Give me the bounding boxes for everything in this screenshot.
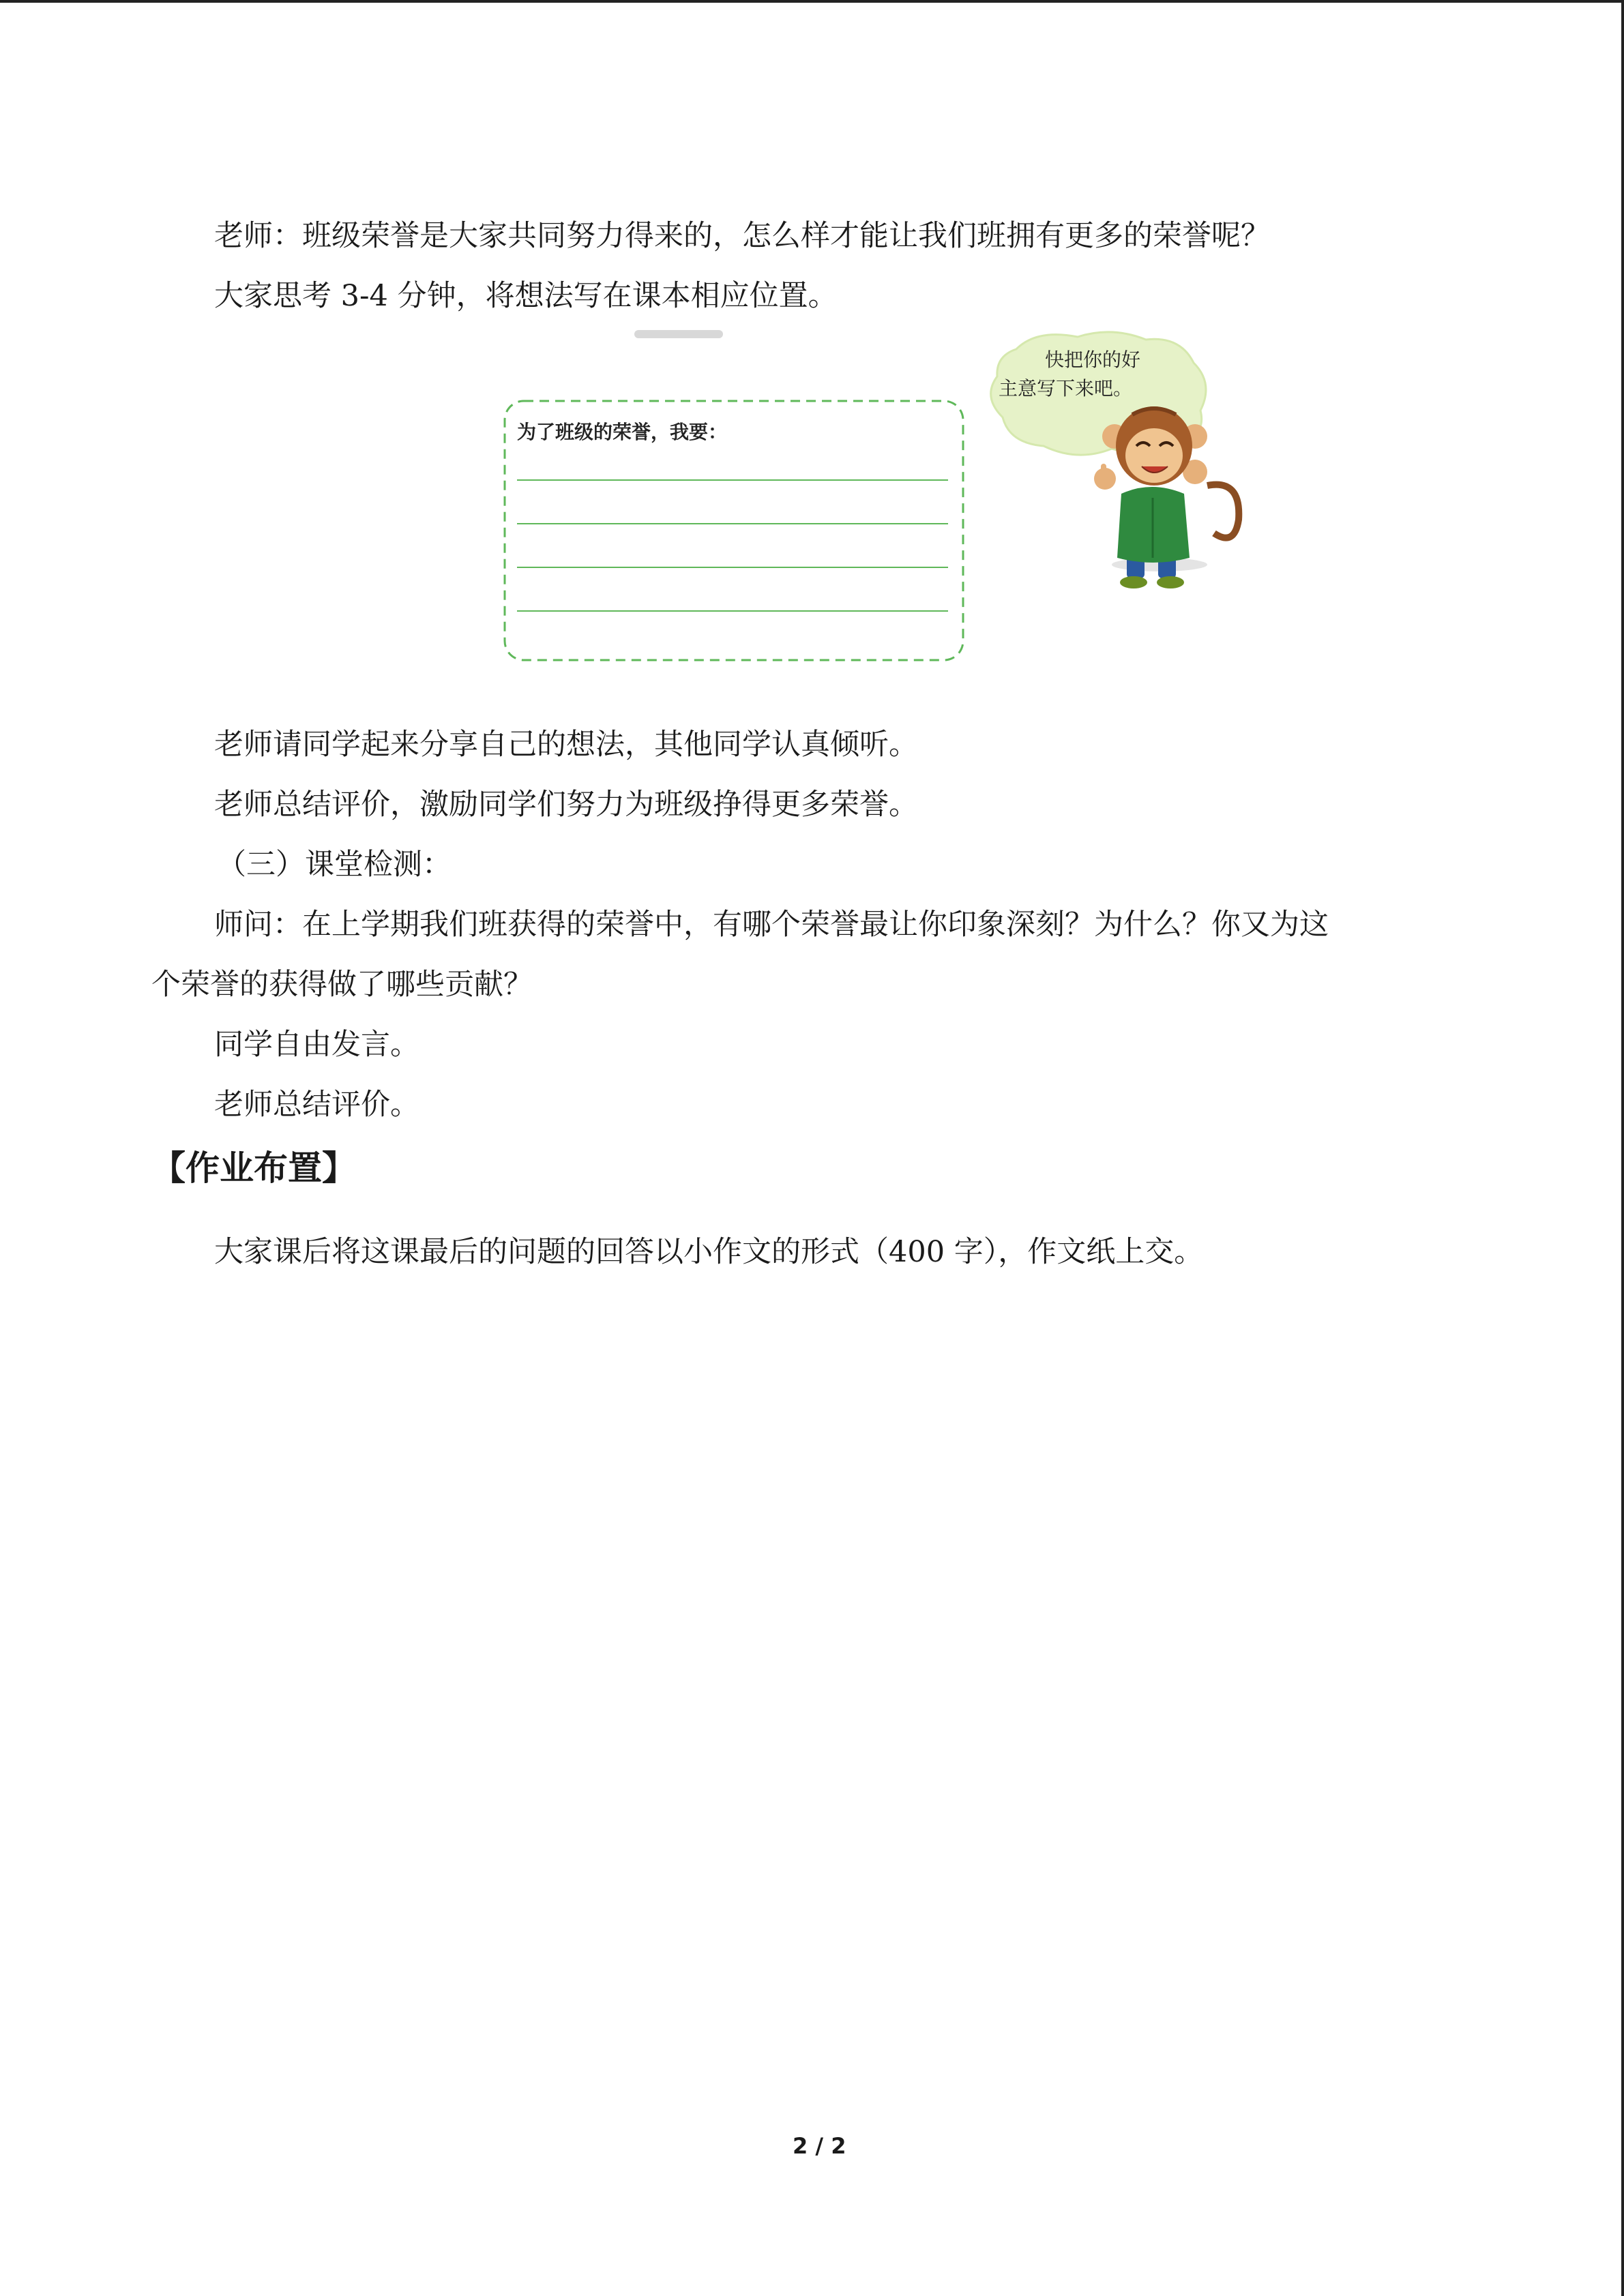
figure-top-shadow bbox=[634, 330, 723, 338]
section-title-classroom-check: （三）课堂检测： bbox=[217, 848, 452, 882]
paragraph-teacher-asks-line2: 个荣誉的获得做了哪些贡献？ bbox=[151, 968, 533, 1002]
right-border bbox=[1621, 0, 1624, 2296]
monkey-illustration bbox=[1094, 406, 1239, 588]
paragraph-teacher-evaluation: 老师总结评价。 bbox=[214, 1088, 419, 1122]
paragraph-share-ideas: 老师请同学起来分享自己的想法，其他同学认真倾听。 bbox=[214, 728, 918, 762]
page-number: 2 / 2 bbox=[793, 2133, 846, 2159]
bubble-text-line2: 主意写下来吧。 bbox=[999, 377, 1133, 400]
paragraph-teacher-asks-line1: 师问：在上学期我们班获得的荣誉中，有哪个荣誉最让你印象深刻？为什么？你又为这 bbox=[214, 908, 1329, 942]
bubble-text-line1: 快把你的好 bbox=[1045, 348, 1141, 371]
textbook-figure bbox=[423, 329, 1255, 683]
paragraph-teacher-question: 老师：班级荣誉是大家共同努力得来的，怎么样才能让我们班拥有更多的荣誉呢？ bbox=[214, 219, 1270, 253]
top-border bbox=[0, 0, 1624, 3]
paragraph-teacher-summary: 老师总结评价，激励同学们努力为班级挣得更多荣誉。 bbox=[214, 788, 918, 822]
homework-heading: 【作业布置】 bbox=[151, 1148, 356, 1188]
paragraph-free-speech: 同学自由发言。 bbox=[214, 1028, 419, 1062]
paragraph-think-instruction: 大家思考 3-4 分钟，将想法写在课本相应位置。 bbox=[214, 279, 838, 313]
homework-text: 大家课后将这课最后的问题的回答以小作文的形式（400 字），作文纸上交。 bbox=[214, 1235, 1204, 1269]
writing-box-title: 为了班级的荣誉，我要： bbox=[517, 421, 728, 443]
